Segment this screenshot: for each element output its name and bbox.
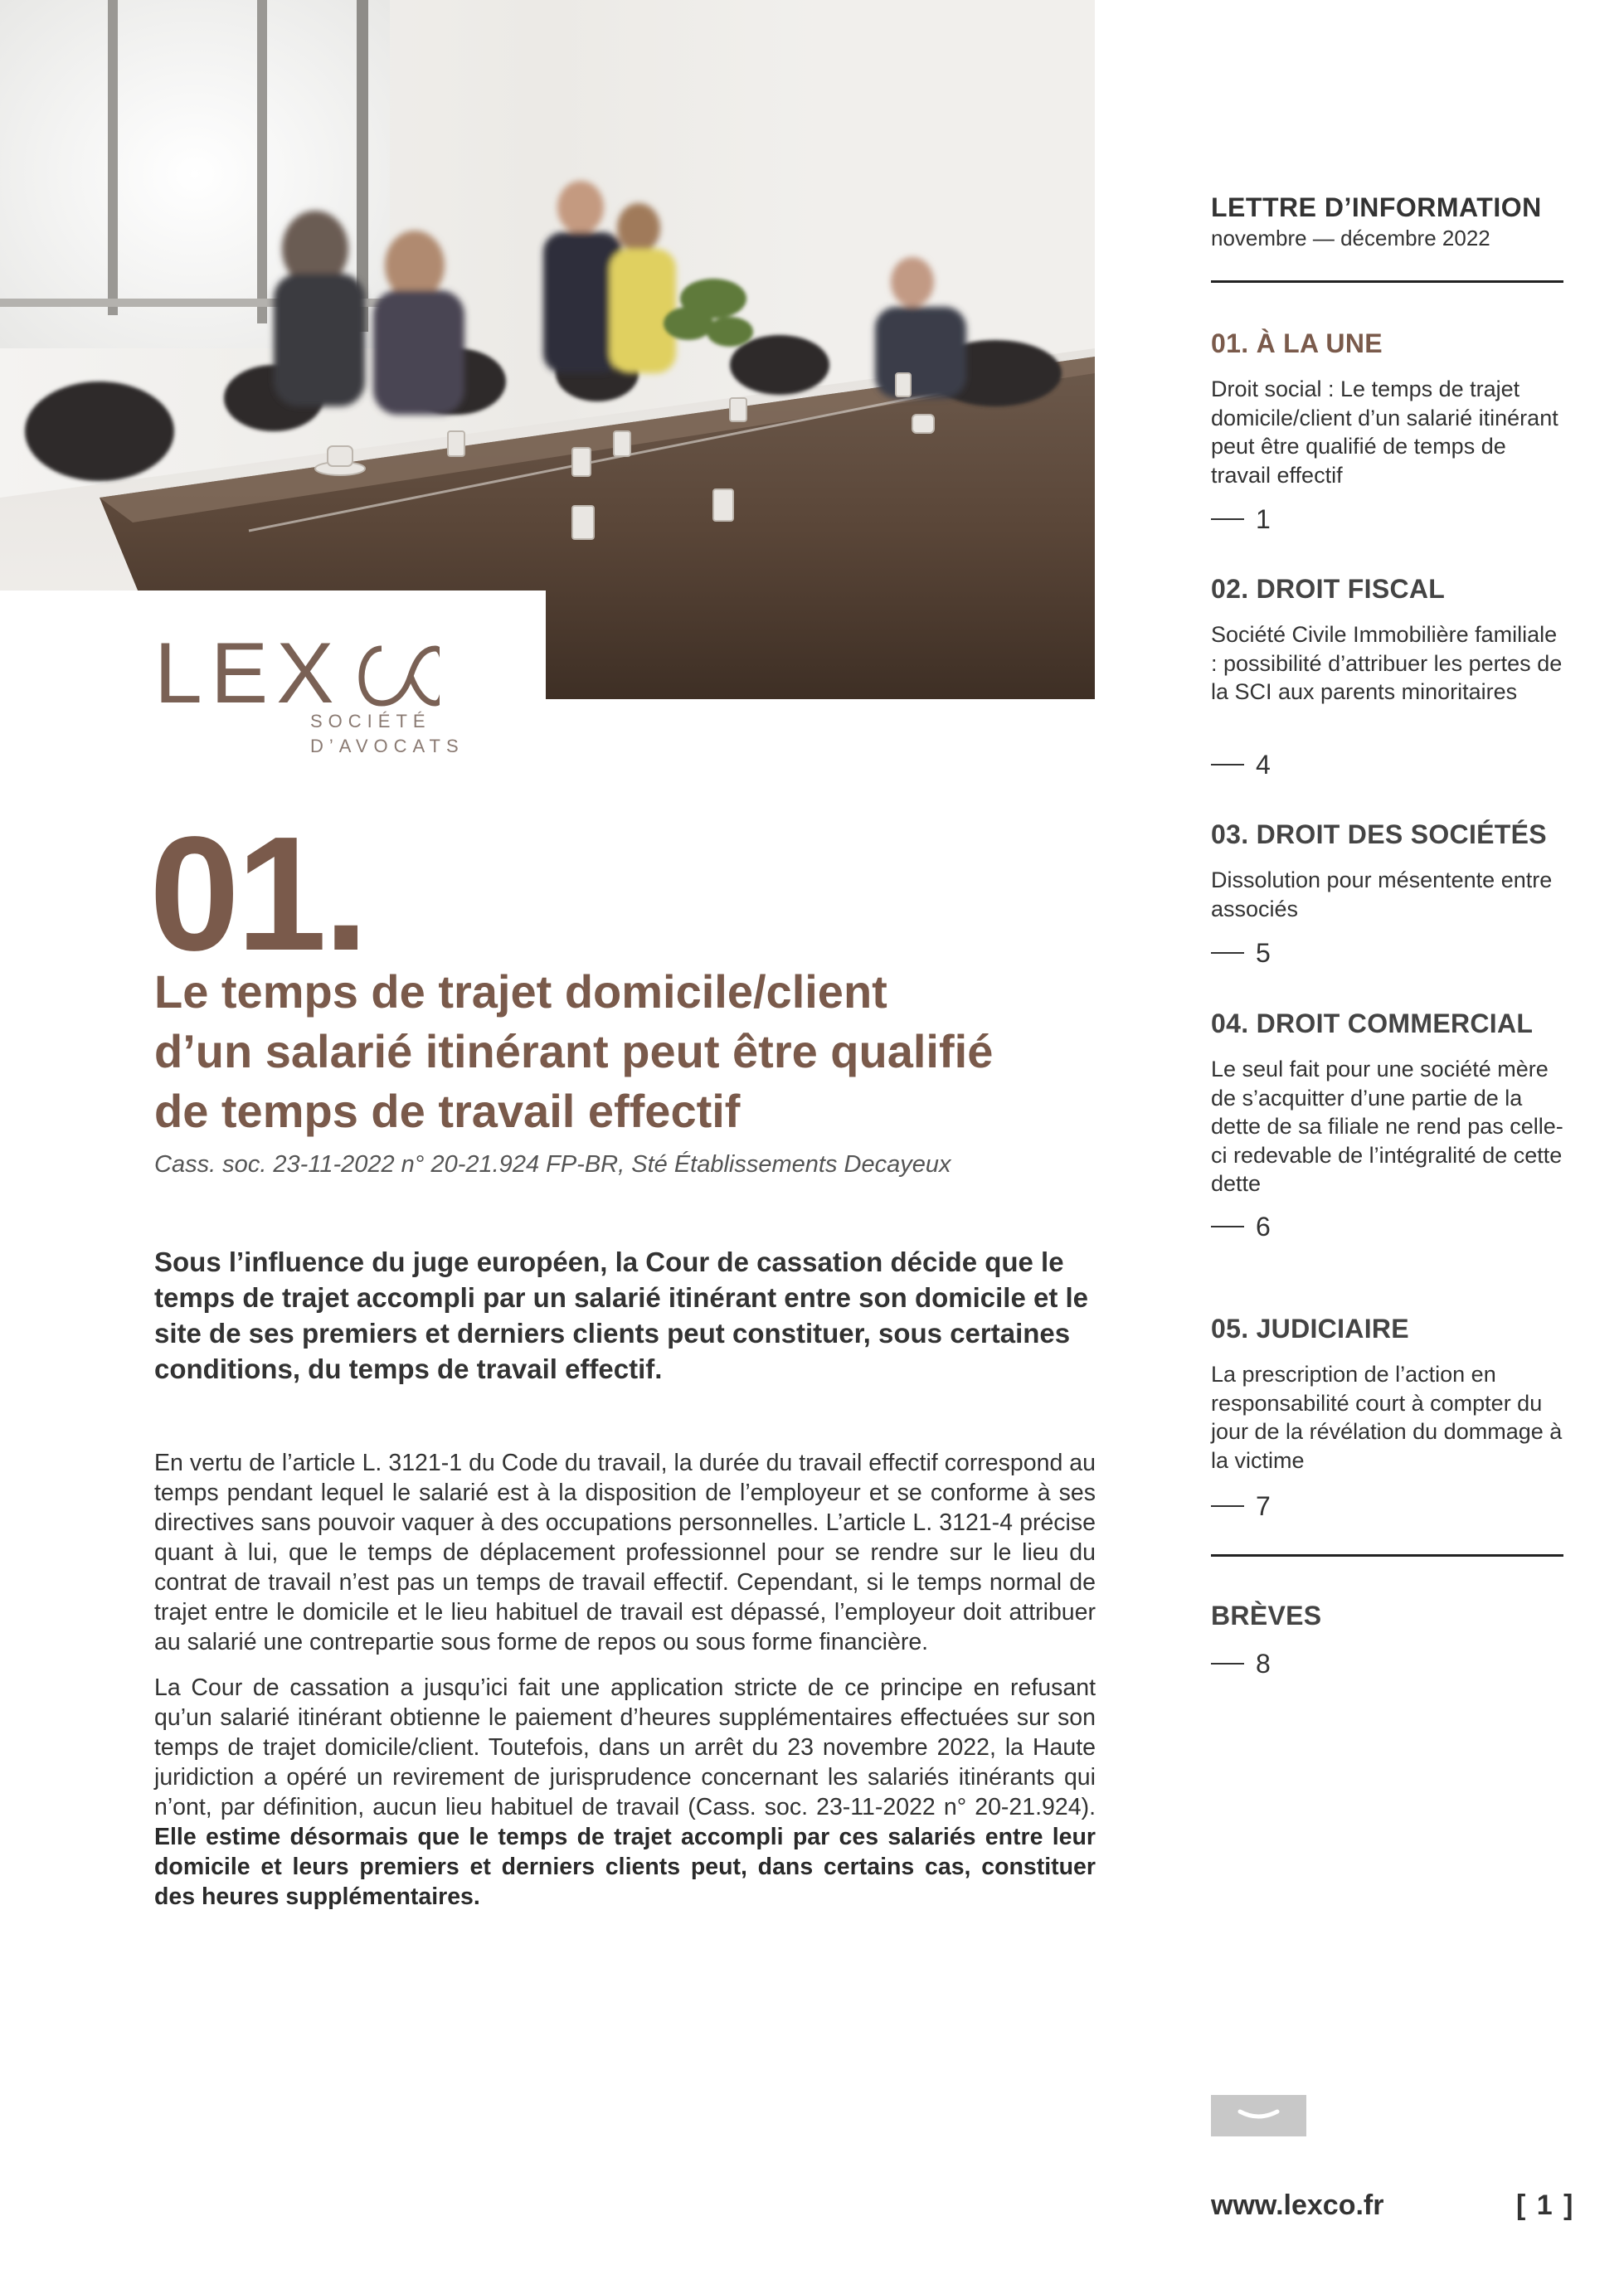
toc-page-number: 4 <box>1256 750 1271 780</box>
newsletter-title: LETTRE D’INFORMATION <box>1211 192 1542 222</box>
brand-subtitle-line1: SOCIÉTÉ <box>310 711 431 731</box>
article-body <box>154 1448 1096 1927</box>
article-reference: Cass. soc. 23-11-2022 n° 20-21.924 FP-BR, Sté Établissements Decayeux <box>154 1151 951 1178</box>
toc-section-desc: Le seul fait pour une société mère de s’acquitter d’une partie de la dette de sa filiale ne rend pas celle-ci redevable de l’intégralité de cette dette <box>1211 1057 1563 1196</box>
toc-page-number: 7 <box>1256 1491 1271 1521</box>
divider <box>1211 1554 1563 1557</box>
toc-section-page[interactable] <box>1211 938 1271 969</box>
brand-subtitle-line2: D’AVOCATS <box>310 736 464 756</box>
website-link[interactable]: www.lexco.fr <box>1211 2190 1384 2221</box>
toc-section-title[interactable]: 03. DROIT DES SOCIÉTÉS <box>1211 819 1547 849</box>
dash-icon <box>1211 1226 1244 1227</box>
toc-section-desc: Droit social : Le temps de trajet domicile/client d’un salarié itinérant peut être qualifié de temps de travail effectif <box>1211 377 1558 488</box>
dash-icon <box>1211 952 1244 954</box>
toc-section-page[interactable] <box>1211 1649 1271 1679</box>
toc-page-number: 8 <box>1256 1649 1271 1679</box>
toc-page-number: 5 <box>1256 938 1271 968</box>
article-paragraph-bold: Elle estime désormais que le temps de trajet accompli par ces salariés entre leur domicile et leurs premiers et derniers clients peut, dans certains cas, constituer des heures supplémentaires. <box>154 1824 1096 1910</box>
article-paragraph-text: La Cour de cassation a jusqu’ici fait une application stricte de ce principe en refusant qu’un salarié itinérant obtienne le paiement d’heures supplémentaires effectuées sur son temps de trajet domicile/client. Toutefois, dans un arrêt du 23 novembre 2022, la Haute juridiction a opéré un revirement de jurisprudence concernant les salariés itinérants qui n’ont, par définition, aucun lieu habituel de travail (Cass. soc. 23-11-2022 n° 20-21.924). <box>154 1674 1096 1820</box>
toc-section-page[interactable] <box>1211 504 1271 535</box>
divider <box>1211 280 1563 283</box>
dash-icon <box>1211 764 1244 765</box>
article-title-line: Le temps de trajet domicile/client <box>154 965 887 1018</box>
toc-section-desc: La prescription de l’action en responsabilité court à compter du jour de la révélation du dommage à la victime <box>1211 1362 1563 1473</box>
toc-section-page[interactable] <box>1211 1491 1271 1522</box>
dash-icon <box>1211 518 1244 520</box>
toc-section-page[interactable] <box>1211 750 1271 780</box>
article-title <box>154 962 1100 1141</box>
article-paragraph <box>154 1673 1096 1912</box>
chevron-down-icon <box>1211 2095 1306 2136</box>
brand-logo-infinity-icon <box>348 639 440 713</box>
newsletter-date: novembre — décembre 2022 <box>1211 226 1490 250</box>
brand-logo-text: LEX <box>154 625 343 722</box>
article-lead: Sous l’influence du juge européen, la Cour de cassation décide que le temps de trajet accompli par un salarié itinérant entre son domicile et le site de ses premiers et derniers clients peut constituer, sous certaines conditions, du temps de travail effectif. <box>154 1247 1089 1384</box>
article-number: 01. <box>149 803 366 984</box>
article-paragraph: En vertu de l’article L. 3121-1 du Code du travail, la durée du travail effectif correspond au temps pendant lequel le salarié est à la disposition de l’employeur et se conforme à ses directives sans pouvoir vaquer à des occupations personnelles. L’article L. 3121-4 précise quant à lui, que le temps de déplacement professionnel pour se rendre sur le lieu du contrat de travail n’est pas un temps de travail effectif. Cependant, si le temps normal de trajet entre le domicile et le lieu habituel de travail est dépassé, l’employeur doit attribuer au salarié une contrepartie sous forme de repos ou sous forme financière. <box>154 1450 1096 1655</box>
toc-section-title[interactable]: 02. DROIT FISCAL <box>1211 574 1446 604</box>
toc-page-number: 1 <box>1256 504 1271 534</box>
toc-page-number: 6 <box>1256 1212 1271 1242</box>
article-title-line: de temps de travail effectif <box>154 1085 741 1137</box>
toc-section-title[interactable]: 04. DROIT COMMERCIAL <box>1211 1008 1534 1038</box>
toc-section-title[interactable]: 05. JUDICIAIRE <box>1211 1314 1409 1344</box>
brand-logo-subtitle <box>310 709 464 759</box>
dash-icon <box>1211 1505 1244 1507</box>
toc-section-page[interactable] <box>1211 1212 1271 1242</box>
article-title-line: d’un salarié itinérant peut être qualifié <box>154 1025 994 1077</box>
toc-section-desc: Société Civile Immobilière familiale : possibilité d’attribuer les pertes de la SCI aux parents minoritaires <box>1211 622 1563 704</box>
scroll-down-button[interactable] <box>1211 2095 1306 2136</box>
toc-section-title[interactable]: 01. À LA UNE <box>1211 328 1383 358</box>
page-number: [ 1 ] <box>1516 2190 1575 2221</box>
dash-icon <box>1211 1663 1244 1665</box>
toc-section-title[interactable]: BRÈVES <box>1211 1601 1322 1631</box>
toc-section-desc: Dissolution pour mésentente entre associés <box>1211 868 1553 921</box>
